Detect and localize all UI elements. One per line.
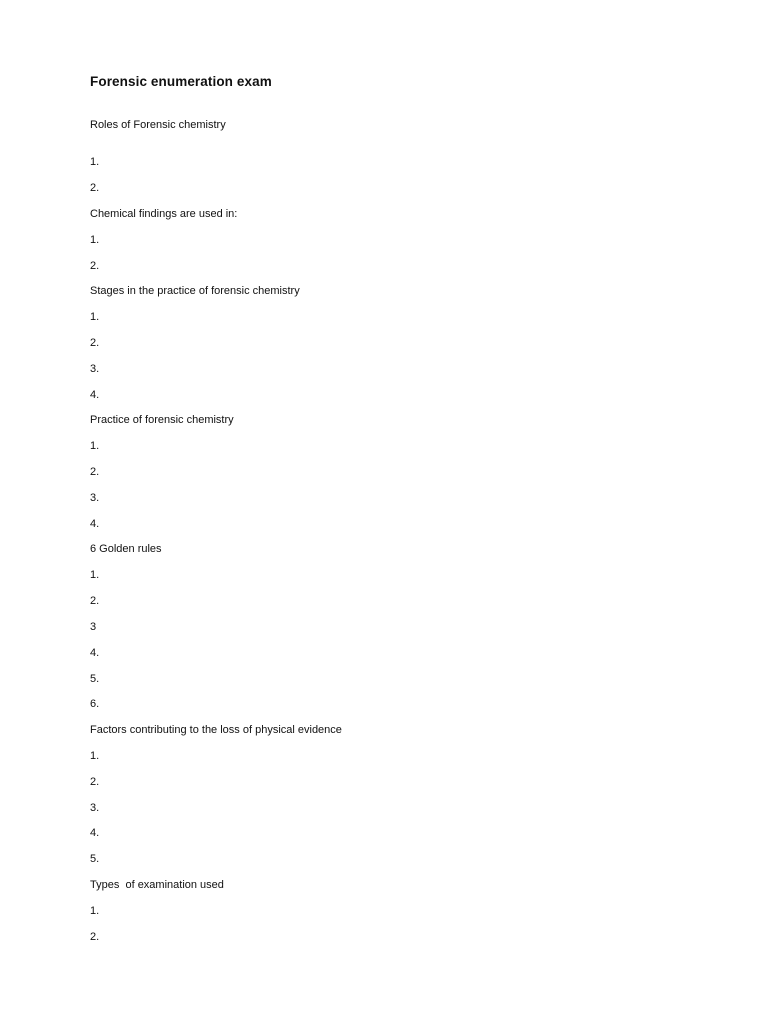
section-heading: Types of examination used — [90, 879, 224, 891]
section-heading: Roles of Forensic chemistry — [90, 119, 226, 131]
list-item: 5. — [90, 853, 100, 865]
list-item: 1. — [90, 440, 100, 452]
list-item: 3. — [90, 802, 100, 814]
list-item: 6. — [90, 698, 100, 710]
document-title: Forensic enumeration exam — [90, 74, 272, 89]
section-heading: Chemical findings are used in: — [90, 208, 238, 220]
list-item: 4. — [90, 827, 100, 839]
list-item: 4. — [90, 647, 100, 659]
list-item: 2. — [90, 595, 100, 607]
list-item: 2. — [90, 260, 100, 272]
list-item: 1. — [90, 156, 100, 168]
list-item: 1. — [90, 569, 100, 581]
list-item: 3. — [90, 363, 100, 375]
section-heading: Stages in the practice of forensic chemistry — [90, 285, 300, 297]
list-item: 4. — [90, 518, 100, 530]
list-item: 4. — [90, 389, 100, 401]
list-item: 2. — [90, 182, 100, 194]
list-item: 1. — [90, 750, 100, 762]
list-item: 2. — [90, 931, 100, 943]
list-item: 2. — [90, 466, 100, 478]
section-heading: 6 Golden rules — [90, 543, 162, 555]
list-item: 2. — [90, 776, 100, 788]
list-item: 2. — [90, 337, 100, 349]
list-item: 3 — [90, 621, 97, 633]
section-heading: Factors contributing to the loss of physical evidence — [90, 724, 342, 736]
list-item: 3. — [90, 492, 100, 504]
section-heading: Practice of forensic chemistry — [90, 414, 234, 426]
list-item: 1. — [90, 234, 100, 246]
list-item: 5. — [90, 673, 100, 685]
list-item: 1. — [90, 311, 100, 323]
list-item: 1. — [90, 905, 100, 917]
